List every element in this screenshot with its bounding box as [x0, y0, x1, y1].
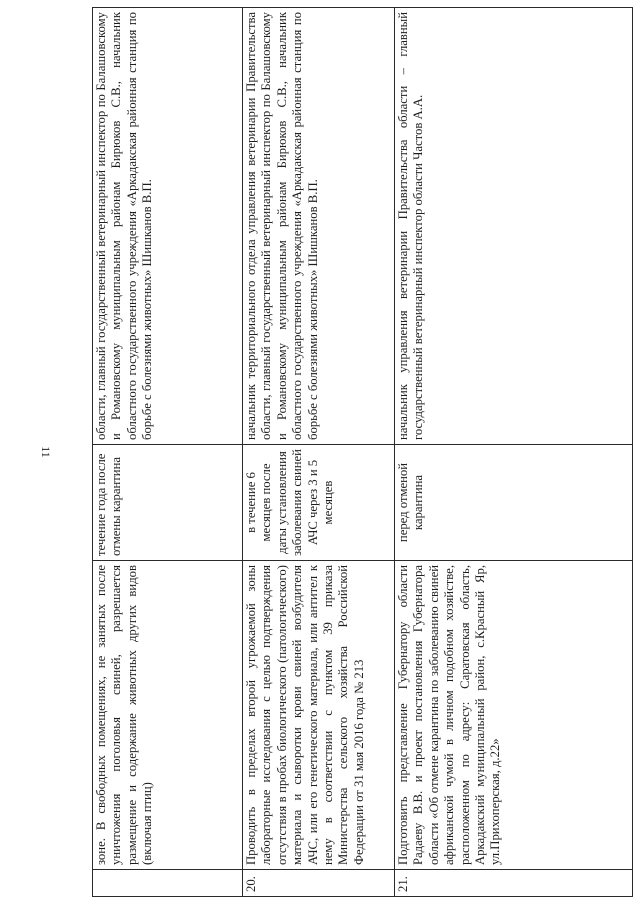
- action-cell: зоне. В свободных помещениях, не занятых после уничтожения поголовья свиней, разрешается размещение и содержание животных других видов (включая птиц): [93, 561, 243, 870]
- row-number-cell: 21.: [395, 870, 633, 897]
- table-row: [243, 8, 395, 897]
- responsible-cell: области, главный государственный ветеринарный инспектор по Балашовскому и Романовскому муниципальным районам Бирюков С.В., начальник областного государственного учреждения «Аркадакская районная станция по борьбе с болезнями животных» Шишканов В.П.: [93, 8, 243, 445]
- action-cell: Проводить в пределах второй угрожаемой зоны лабораторные исследования с целью подтверждения отсутствия в пробах биологического (патологического) материала и сыворотки крови свиней возбудителя АЧС, или его генетического материала, или антител к нему в соответствии с пунктом 39 приказа Министерства сельского хозяйства Российской Федерации от 31 мая 2016 года № 213: [243, 561, 395, 870]
- rotated-table-container: [92, 7, 632, 897]
- action-cell: Подготовить представление Губернатору области Радаеву В.В. и проект постановления Губернатора области «Об отмене карантина по заболеванию свиней африканской чумой в личном подобном хозяйстве, расположенном по адресу: Саратовская область, Аркадакский муниципальный район, с.Красный Яр, ул.Прихоперская, д.22»: [395, 561, 633, 870]
- responsible-cell: начальник управления ветеринарии Правительства области – главный государственный ветеринарный инспектор области Частов А.А.: [395, 8, 633, 445]
- page-number: 11: [39, 446, 53, 458]
- table-row: [395, 8, 633, 897]
- term-cell: течение года после отмены карантина: [93, 445, 243, 561]
- row-number-cell: 20.: [243, 870, 395, 897]
- responsible-cell: начальник территориального отдела управления ветеринарии Правительства области, главный государственный ветеринарный инспектор по Балашовскому и Романовскому муниципальным районам Бирюков С.В., начальник областного государственного учреждения «Аркадакская районная станция по борьбе с болезнями животных» Шишканов В.П.: [243, 8, 395, 445]
- measures-table: [92, 7, 633, 897]
- table-row: [93, 8, 243, 897]
- term-cell: в течение 6 месяцев после даты установления заболевания свиней АЧС через 3 и 5 месяцев: [243, 445, 395, 561]
- row-number-cell: [93, 870, 243, 897]
- term-cell: перед отменой карантина: [395, 445, 633, 561]
